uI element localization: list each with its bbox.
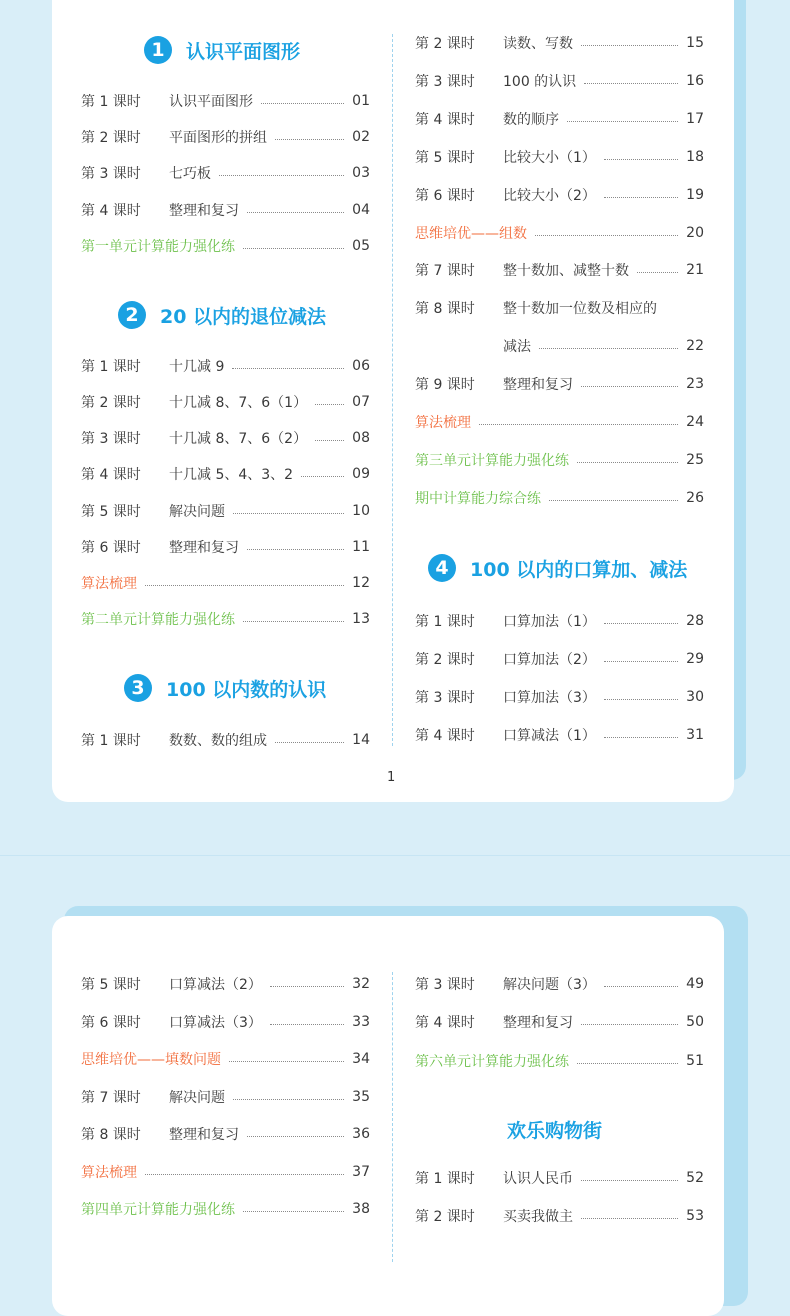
lesson-label: 第 4 课时	[81, 203, 141, 219]
leader-dots	[315, 440, 344, 441]
page-ref: 24	[686, 414, 704, 430]
page-ref: 17	[686, 111, 704, 127]
leader-dots	[604, 661, 678, 662]
page-ref: 10	[352, 503, 370, 519]
page-ref: 37	[352, 1164, 370, 1180]
entry-title: 整理和复习	[169, 540, 239, 556]
leader-dots	[539, 348, 678, 349]
entry-title: 口算加法（1）	[503, 614, 596, 630]
lesson-label: 第 2 课时	[415, 652, 475, 668]
entry-title: 十几减 9	[169, 359, 225, 375]
lesson-label: 第 5 课时	[81, 504, 141, 520]
leader-dots	[229, 1061, 344, 1062]
toc-highlight-entry[interactable]	[81, 1161, 370, 1183]
section-title: 20 以内的退位减法	[160, 305, 327, 328]
section-heading	[118, 301, 326, 329]
leader-dots	[581, 386, 678, 387]
entry-title: 第二单元计算能力强化练	[81, 612, 235, 628]
entry-title: 口算减法（1）	[503, 728, 596, 744]
leader-dots	[275, 139, 344, 140]
leader-dots	[584, 83, 678, 84]
entry-title: 第一单元计算能力强化练	[81, 239, 235, 255]
toc-practice-entry[interactable]	[415, 449, 704, 471]
entry-title: 数的顺序	[503, 112, 559, 128]
page-ref: 26	[686, 490, 704, 506]
page-ref: 29	[686, 651, 704, 667]
lesson-label: 第 5 课时	[415, 150, 475, 166]
page2-column-divider	[392, 972, 393, 1262]
toc-practice-entry[interactable]	[81, 235, 370, 257]
page-ref: 20	[686, 225, 704, 241]
toc-entry[interactable]	[81, 162, 370, 184]
page-ref: 23	[686, 376, 704, 392]
entry-title: 比较大小（1）	[503, 150, 596, 166]
lesson-label: 第 8 课时	[415, 301, 475, 317]
toc-entry[interactable]	[81, 536, 370, 558]
page-ref: 31	[686, 727, 704, 743]
lesson-label: 第 2 课时	[81, 130, 141, 146]
entry-title: 读数、写数	[503, 36, 573, 52]
toc-entry[interactable]	[81, 126, 370, 148]
lesson-label: 第 6 课时	[81, 540, 141, 556]
toc-entry[interactable]	[415, 1167, 704, 1189]
leader-dots	[261, 103, 344, 104]
page-ref: 53	[686, 1208, 704, 1224]
leader-dots	[581, 1024, 678, 1025]
leader-dots	[604, 623, 678, 624]
entry-title: 口算加法（3）	[503, 690, 596, 706]
leader-dots	[243, 1211, 344, 1212]
lesson-label: 第 1 课时	[81, 733, 141, 749]
page-ref: 04	[352, 202, 370, 218]
page-ref: 13	[352, 611, 370, 627]
leader-dots	[219, 175, 344, 176]
entry-title: 思维培优——填数问题	[81, 1052, 221, 1068]
page-separator	[0, 855, 790, 856]
toc-entry[interactable]	[81, 729, 370, 751]
toc-entry[interactable]	[415, 184, 704, 206]
page-ref: 25	[686, 452, 704, 468]
toc-entry[interactable]	[415, 686, 704, 708]
page-ref: 30	[686, 689, 704, 705]
lesson-label: 第 6 课时	[415, 188, 475, 204]
lesson-label: 第 1 课时	[81, 94, 141, 110]
entry-title: 整十数加、减整十数	[503, 263, 629, 279]
leader-dots	[604, 699, 678, 700]
toc-entry[interactable]	[81, 199, 370, 221]
lesson-label: 第 4 课时	[415, 112, 475, 128]
entry-title: 整理和复习	[503, 377, 573, 393]
entry-title: 买卖我做主	[503, 1209, 573, 1225]
section-number-badge: 1	[144, 36, 172, 64]
leader-dots	[243, 621, 344, 622]
leader-dots	[243, 248, 344, 249]
page-ref: 18	[686, 149, 704, 165]
entry-title: 解决问题	[169, 504, 225, 520]
toc-highlight-entry[interactable]	[81, 572, 370, 594]
leader-dots	[301, 476, 344, 477]
toc-highlight-entry[interactable]	[81, 1048, 370, 1070]
page1-column-divider	[392, 34, 393, 746]
page-ref: 33	[352, 1014, 370, 1030]
page-ref: 51	[686, 1053, 704, 1069]
toc-entry[interactable]	[415, 1011, 704, 1033]
toc-entry[interactable]	[415, 146, 704, 168]
toc-highlight-entry[interactable]	[415, 222, 704, 244]
lesson-label: 第 1 课时	[81, 359, 141, 375]
section-heading	[428, 554, 687, 582]
entry-title: 算法梳理	[81, 576, 137, 592]
leader-dots	[145, 1174, 344, 1175]
toc-entry[interactable]	[81, 391, 370, 413]
page-ref: 38	[352, 1201, 370, 1217]
page-ref: 32	[352, 976, 370, 992]
entry-title: 口算减法（3）	[169, 1015, 262, 1031]
lesson-label: 第 1 课时	[415, 614, 475, 630]
page-ref: 09	[352, 466, 370, 482]
toc-practice-entry[interactable]	[415, 1050, 704, 1072]
lesson-label: 第 3 课时	[415, 977, 475, 993]
leader-dots	[535, 235, 678, 236]
entry-title: 口算加法（2）	[503, 652, 596, 668]
lesson-label: 第 4 课时	[415, 728, 475, 744]
entry-title: 认识人民币	[503, 1171, 573, 1187]
leader-dots	[270, 1024, 344, 1025]
toc-entry[interactable]	[415, 610, 704, 632]
page-ref: 14	[352, 732, 370, 748]
toc-practice-entry[interactable]	[81, 1198, 370, 1220]
page-ref: 36	[352, 1126, 370, 1142]
toc-entry[interactable]	[415, 32, 704, 54]
leader-dots	[270, 986, 344, 987]
entry-title: 100 的认识	[503, 74, 577, 90]
toc-entry[interactable]	[81, 1011, 370, 1033]
toc-entry[interactable]	[81, 973, 370, 995]
toc-entry[interactable]	[415, 108, 704, 130]
section-number-badge: 2	[118, 301, 146, 329]
section-heading	[144, 36, 300, 64]
section-number-badge: 4	[428, 554, 456, 582]
leader-dots	[549, 500, 678, 501]
section-heading	[124, 674, 326, 702]
leader-dots	[233, 513, 344, 514]
page-ref: 08	[352, 430, 370, 446]
section-title: 欢乐购物街	[507, 1120, 603, 1142]
page-ref: 11	[352, 539, 370, 555]
lesson-label: 第 7 课时	[415, 263, 475, 279]
entry-title: 算法梳理	[81, 1165, 137, 1181]
leader-dots	[567, 121, 678, 122]
leader-dots	[247, 212, 344, 213]
leader-dots	[232, 368, 344, 369]
entry-title: 减法	[503, 339, 531, 355]
page-ref: 12	[352, 575, 370, 591]
entry-title: 七巧板	[169, 166, 211, 182]
leader-dots	[604, 197, 678, 198]
section-title: 100 以内数的认识	[166, 678, 327, 701]
page-ref: 35	[352, 1089, 370, 1105]
page-ref: 50	[686, 1014, 704, 1030]
section-title: 认识平面图形	[186, 40, 301, 63]
page-number: 1	[387, 770, 396, 785]
page-ref: 03	[352, 165, 370, 181]
lesson-label: 第 3 课时	[81, 431, 141, 447]
toc-entry[interactable]	[415, 648, 704, 670]
toc-entry[interactable]	[415, 335, 704, 357]
toc-entry[interactable]	[415, 373, 704, 395]
lesson-label: 第 9 课时	[415, 377, 475, 393]
entry-title: 平面图形的拼组	[169, 130, 267, 146]
section-number-badge: 3	[124, 674, 152, 702]
leader-dots	[145, 585, 344, 586]
leader-dots	[581, 1218, 678, 1219]
toc-entry[interactable]	[415, 724, 704, 746]
entry-title: 十几减 8、7、6（1）	[169, 395, 308, 411]
toc-entry[interactable]	[81, 500, 370, 522]
leader-dots	[233, 1099, 344, 1100]
leader-dots	[247, 1136, 344, 1137]
page-ref: 28	[686, 613, 704, 629]
toc-entry[interactable]	[415, 70, 704, 92]
lesson-label: 第 4 课时	[415, 1015, 475, 1031]
entry-title: 数数、数的组成	[169, 733, 267, 749]
entry-title: 第四单元计算能力强化练	[81, 1202, 235, 1218]
leader-dots	[275, 742, 344, 743]
entry-title: 整理和复习	[503, 1015, 573, 1031]
entry-title: 算法梳理	[415, 415, 471, 431]
lesson-label: 第 5 课时	[81, 977, 141, 993]
toc-entry[interactable]	[81, 427, 370, 449]
leader-dots	[604, 159, 678, 160]
toc-entry[interactable]	[81, 90, 370, 112]
page-ref: 01	[352, 93, 370, 109]
toc-entry[interactable]	[81, 355, 370, 377]
lesson-label: 第 3 课时	[415, 690, 475, 706]
leader-dots	[479, 424, 678, 425]
page-ref: 07	[352, 394, 370, 410]
page-ref: 52	[686, 1170, 704, 1186]
entry-title: 口算减法（2）	[169, 977, 262, 993]
toc-entry[interactable]	[81, 1123, 370, 1145]
lesson-label: 第 6 课时	[81, 1015, 141, 1031]
page-ref: 02	[352, 129, 370, 145]
lesson-label: 第 4 课时	[81, 467, 141, 483]
toc-highlight-entry[interactable]	[415, 411, 704, 433]
leader-dots	[577, 1063, 678, 1064]
toc-entry[interactable]	[81, 463, 370, 485]
lesson-label: 第 7 课时	[81, 1090, 141, 1106]
toc-entry[interactable]	[415, 1205, 704, 1227]
entry-title: 认识平面图形	[169, 94, 253, 110]
toc-entry[interactable]	[81, 1086, 370, 1108]
page-ref: 16	[686, 73, 704, 89]
toc-practice-entry[interactable]	[415, 487, 704, 509]
page-ref: 05	[352, 238, 370, 254]
entry-title: 第三单元计算能力强化练	[415, 453, 569, 469]
entry-title: 比较大小（2）	[503, 188, 596, 204]
leader-dots	[604, 737, 678, 738]
lesson-label: 第 1 课时	[415, 1171, 475, 1187]
entry-title: 思维培优——组数	[415, 226, 527, 242]
section-title: 100 以内的口算加、减法	[470, 558, 688, 581]
entry-title: 十几减 5、4、3、2	[169, 467, 294, 483]
lesson-label: 第 2 课时	[81, 395, 141, 411]
leader-dots	[581, 1180, 678, 1181]
toc-entry[interactable]	[415, 259, 704, 281]
page-ref: 15	[686, 35, 704, 51]
leader-dots	[247, 549, 344, 550]
page-ref: 22	[686, 338, 704, 354]
page-ref: 06	[352, 358, 370, 374]
toc-entry[interactable]	[415, 297, 704, 319]
leader-dots	[577, 462, 678, 463]
lesson-label: 第 3 课时	[415, 74, 475, 90]
entry-title: 十几减 8、7、6（2）	[169, 431, 308, 447]
entry-title: 解决问题	[169, 1090, 225, 1106]
entry-title: 期中计算能力综合练	[415, 491, 541, 507]
entry-title: 整理和复习	[169, 203, 239, 219]
entry-title: 第六单元计算能力强化练	[415, 1054, 569, 1070]
lesson-label: 第 2 课时	[415, 36, 475, 52]
leader-dots	[637, 272, 678, 273]
lesson-label: 第 2 课时	[415, 1209, 475, 1225]
leader-dots	[315, 404, 344, 405]
page-ref: 21	[686, 262, 704, 278]
page-ref: 49	[686, 976, 704, 992]
lesson-label: 第 3 课时	[81, 166, 141, 182]
toc-practice-entry[interactable]	[81, 608, 370, 630]
lesson-label: 第 8 课时	[81, 1127, 141, 1143]
entry-title: 整十数加一位数及相应的	[503, 301, 657, 317]
toc-entry[interactable]	[415, 973, 704, 995]
entry-title: 解决问题（3）	[503, 977, 596, 993]
page-ref: 34	[352, 1051, 370, 1067]
entry-title: 整理和复习	[169, 1127, 239, 1143]
page-ref: 19	[686, 187, 704, 203]
leader-dots	[604, 986, 678, 987]
leader-dots	[581, 45, 678, 46]
